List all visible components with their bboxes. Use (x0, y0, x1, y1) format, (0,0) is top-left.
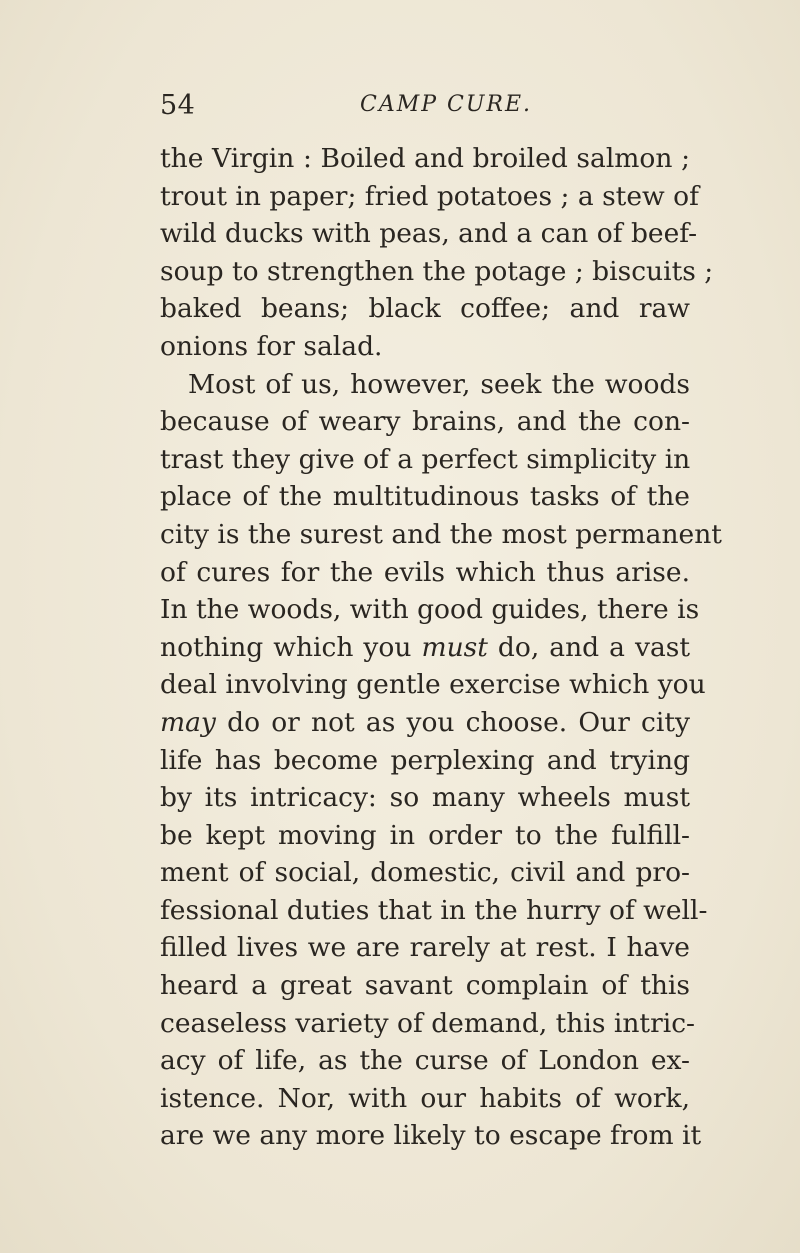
text-line (160, 704, 690, 742)
text-line: because of weary brains, and the con- (160, 406, 690, 438)
text-line: acy of life, as the curse of London ex- (160, 1045, 690, 1077)
line-text: nothing which you (160, 631, 422, 663)
text-line: by its intricacy: so many wheels must (160, 782, 690, 814)
text-line: fessional duties that in the hurry of well- (160, 894, 708, 926)
text-line: heard a great savant complain of this (160, 970, 690, 1002)
text-line: Most of us, however, seek the woods (188, 368, 690, 400)
text-line (160, 629, 690, 667)
text-line: be kept moving in order to the fulfill- (160, 819, 690, 851)
emphasized-word: must (421, 631, 488, 663)
text-line: deal involving gentle exercise which you (160, 669, 706, 701)
text-line: life has become perplexing and trying (160, 744, 690, 776)
text-line: ment of social, domestic, civil and pro- (160, 857, 690, 889)
text-line: the Virgin : Boiled and broiled salmon ; (160, 143, 690, 174)
text-line: In the woods, with good guides, there is (160, 594, 700, 626)
line-text: do, and a vast (487, 631, 690, 663)
page-number: 54 (160, 90, 196, 121)
text-line: ceaseless variety of demand, this intric- (160, 1007, 696, 1039)
body-text (160, 140, 722, 1155)
text-line: soup to strengthen the potage ; biscuits ; (160, 255, 714, 287)
text-line: baked beans; black coffee; and raw (160, 293, 690, 325)
line-text: do or not as you choose. Our city (215, 706, 690, 738)
text-line: istence. Nor, with our habits of work, (160, 1082, 690, 1114)
text-line: place of the multitudinous tasks of the (160, 481, 690, 513)
text-line: filled lives we are rarely at rest. I have (160, 932, 690, 964)
text-line: onions for salad. (160, 330, 383, 362)
text-line: trout in paper; fried potatoes ; a stew of (160, 180, 699, 212)
text-line: city is the surest and the most permanent (160, 518, 722, 550)
emphasized-word: may (160, 706, 216, 738)
text-line: wild ducks with peas, and a can of beef- (160, 218, 698, 250)
page-header (160, 90, 680, 130)
text-line: are we any more likely to escape from it (160, 1120, 702, 1152)
text-line: of cures for the evils which thus arise. (160, 556, 690, 588)
running-title: CAMP CURE. (360, 92, 533, 117)
text-line: trast they give of a perfect simplicity in (160, 443, 691, 475)
